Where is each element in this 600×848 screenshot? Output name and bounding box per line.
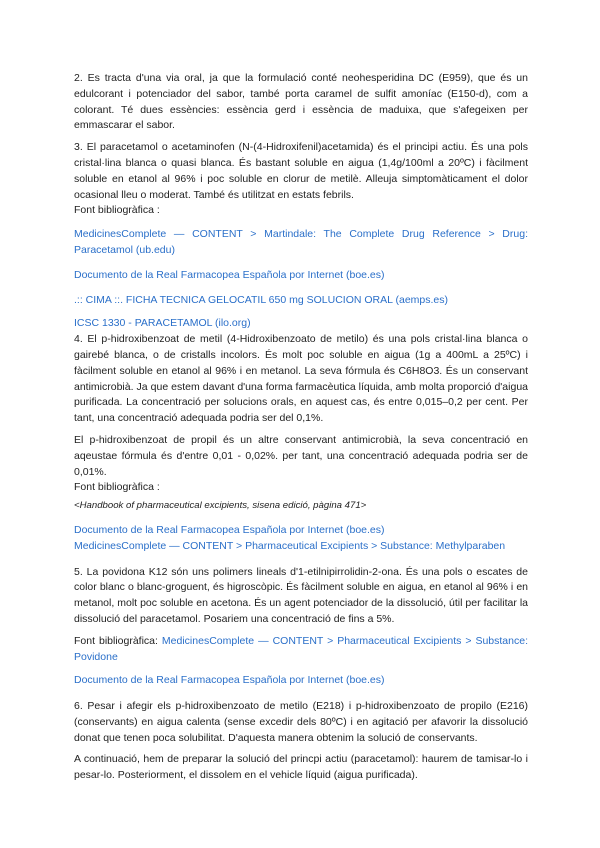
bibliography-povidone — [74, 634, 528, 666]
icsc-link[interactable]: ICSC 1330 - PARACETAMOL (ilo.org) — [74, 317, 251, 330]
paragraph-4b: El p-hidroxibenzoat de propil és un altre conservant antimicrobià, la seva concentració en aqeustae fórmula és d'entre 0,01 - 0,02%. per tant, una concentració adequada podria ser de 0,01%. — [74, 433, 528, 478]
methylparaben-link[interactable]: MedicinesComplete — CONTENT > Pharmaceutical Excipients > Substance: Methylparaben — [74, 539, 506, 552]
boe-link[interactable]: Documento de la Real Farmacopea Española por Internet (boe.es) — [74, 523, 385, 536]
povidone-link[interactable]: MedicinesComplete — CONTENT > Pharmaceutical Excipients > Substance: Povidone — [74, 634, 528, 663]
bibliography-label: Font bibliogràfica : — [74, 481, 160, 494]
paragraph-2: 2. Es tracta d'una via oral, ja que la formulació conté neohesperidina DC (E959), que és un edulcorant i potenciador del sabor, també porta caramel de sulfit amoníac (E150-d), com a colorant. Té dues essències: essència gerd i essència de maduixa, que s'afegeixen per emmascarar el sabor. — [74, 72, 528, 132]
handbook-reference: <Handbook of pharmaceutical excipients, sisena edició, pàgina 471> — [74, 500, 367, 512]
boe-link[interactable]: Documento de la Real Farmacopea Española por Internet (boe.es) — [74, 674, 385, 687]
paragraph-3: 3. El paracetamol o acetaminofen (N-(4-Hidroxifenil)acetamida) és el principi actiu. És una pols cristal·lina blanca o quasi blanca. És bastant soluble en aigua (1,4g/100ml a 20ºC) i fàcilment soluble en etanol al 96% i poc soluble en clorur de metilè. Alleuja simptomàticament el dolor ocasional lleu o moderat. També és utilitzat en estats febrils. — [74, 141, 528, 201]
cima-link[interactable]: .:: CIMA ::. FICHA TECNICA GELOCATIL 650 mg SOLUCION ORAL (aemps.es) — [74, 293, 449, 306]
document-body — [74, 71, 528, 784]
bibliography-label: Font bibliogràfica : — [74, 204, 160, 217]
boe-link[interactable]: Documento de la Real Farmacopea Española por Internet (boe.es) — [74, 268, 385, 281]
paragraph-7: A continuació, hem de preparar la solució del princpi actiu (paracetamol): haurem de tamisar-lo i pesar-lo. Posteriorment, el dissolem en el vehicle líquid (aigua purificada). — [74, 753, 528, 782]
paragraph-4: 4. El p-hidroxibenzoat de metil (4-Hidroxibenzoato de metilo) és una pols cristal·lina blanca o gairebé blanca, o de cristalls incolors. És molt poc soluble en aigua (1g a 400mL a 25ºC) i fàcilment soluble en etanol al 96% i en metanol. La seva fórmula és C6H8O3. És un conservant antimicrobià. Ja que estem davant d'una forma farmacèutica líquida, amb molta proporció d'aigua purificada. La concentració per solucions orals, en aquest cas, és entre 0,015–0,2 per cent. Per tant, una concentració adequada podria ser del 0,1%. — [74, 333, 528, 425]
bibliography-label: Font bibliogràfica: — [74, 634, 158, 647]
paragraph-5: 5. La povidona K12 són uns polimers lineals d'1-etilnipirrolidin-2-ona. És una pols o escates de color blanc o blanc-groguent, és higroscòpic. És fàcilment soluble en aigua, en etanol al 96% i en metanol, molt poc soluble en acetona. És un agent potenciador de la dissolució, útil per facilitar la dissolució del paracetamol. Posariem una concentració de fins a 5%. — [74, 565, 528, 625]
paragraph-6: 6. Pesar i afegir els p-hidroxibenzoato de metilo (E218) i p-hidroxibenzoato de propilo (E216) (conservants) en aigua calenta (sense excedir dels 80ºC) i en agitació per afavorir la dissolució donat que tenen poca solubilitat. D'aquesta manera obtenim la solució de conservants. — [74, 700, 528, 744]
martindale-link[interactable]: MedicinesComplete — CONTENT > Martindale: The Complete Drug Reference > Drug: Paracetamol (ub.edu) — [74, 228, 528, 256]
